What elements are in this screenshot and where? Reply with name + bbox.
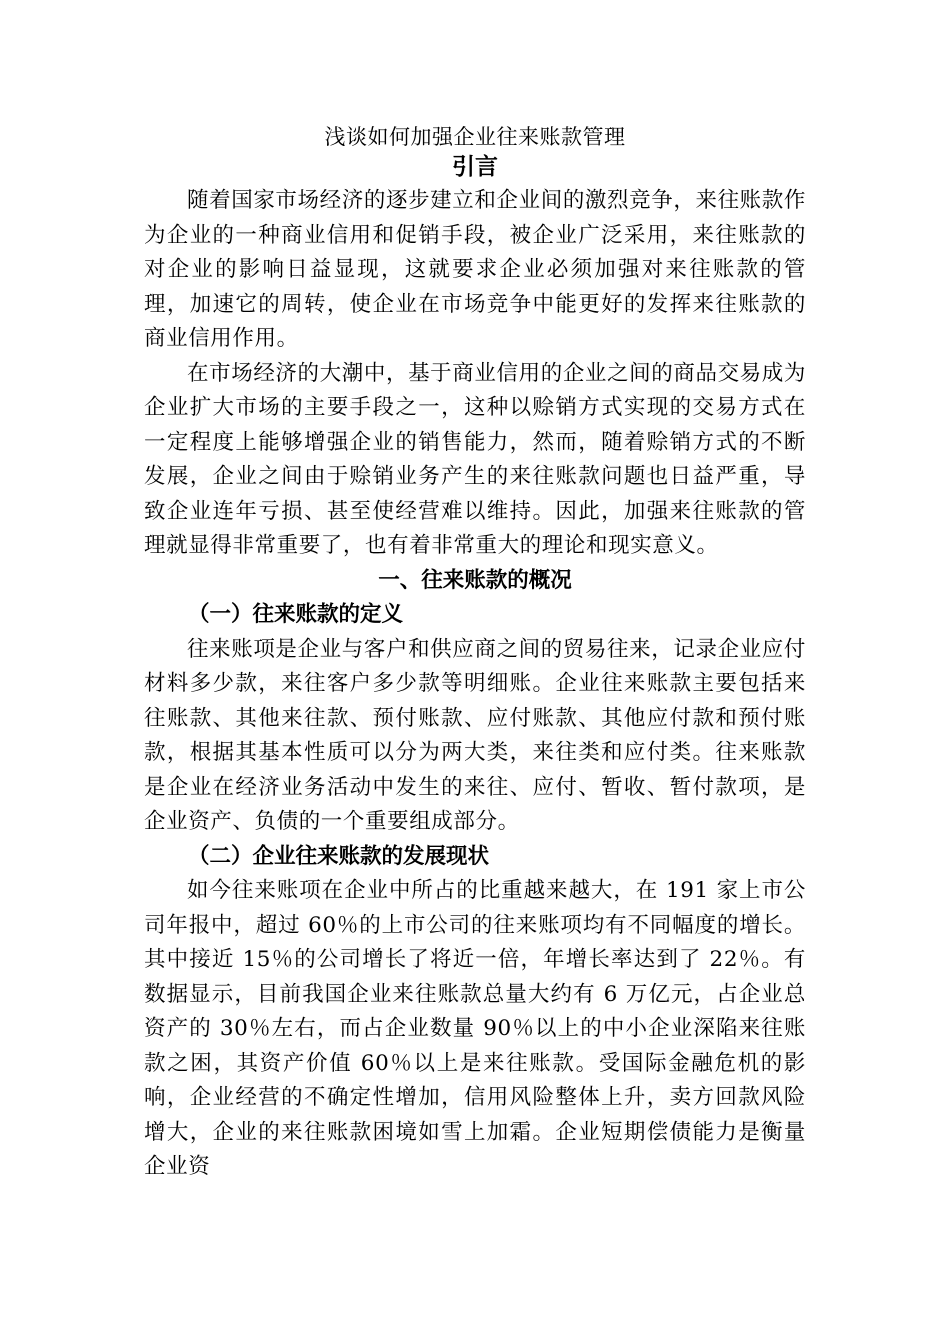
subsection-1-paragraph: 往来账项是企业与客户和供应商之间的贸易往来，记录企业应付材料多少款，来往客户多少款等明细账。企业往来账款主要包括来往账款、其他来往款、预付账款、应付账款、其他应付款和预付账款，根据其基本性质可以分为两大类，来往类和应付类。往来账款是企业在经济业务活动中发生的来往、应付、暂收、暂付款项，是企业资产、负债的一个重要组成部分。 — [144, 636, 806, 834]
document-title: 浅谈如何加强企业往来账款管理 — [324, 125, 626, 149]
intro-heading: 引言 — [452, 153, 498, 180]
intro-paragraph-1: 随着国家市场经济的逐步建立和企业间的激烈竞争，来往账款作为企业的一种商业信用和促销手段，被企业广泛采用，来往账款的对企业的影响日益显现，这就要求企业必须加强对来往账款的管理，加速它的周转，使企业在市场竞争中能更好的发挥来往账款的商业信用作用。 — [144, 188, 806, 351]
intro-paragraph-2: 在市场经济的大潮中，基于商业信用的企业之间的商品交易成为企业扩大市场的主要手段之一，这种以赊销方式实现的交易方式在一定程度上能够增强企业的销售能力，然而，随着赊销方式的不断发展，企业之间由于赊销业务产生的来往账款问题也日益严重，导致企业连年亏损、甚至使经营难以维持。因此，加强来往账款的管理就显得非常重要了，也有着非常重大的理论和现实意义。 — [144, 360, 806, 558]
subsection-2-paragraph: 如今往来账项在企业中所占的比重越来越大，在 191 家上市公司年报中，超过 60％的上市公司的往来账项均有不同幅度的增长。其中接近 15％的公司增长了将近一倍，年增长率达到了 22％。有数据显示，目前我国企业来往账款总量大约有 6 万亿元，占企业总资产的 30％左右，而占企业数量 90％以上的中小企业深陷来往账款之困，其资产价值 60％以上是来往账款。受国际金融危机的影响，企业经营的不确定性增加，信用风险整体上升，卖方回款风险增大，企业的来往账款困境如雪上加霜。企业短期偿债能力是衡量企业资 — [144, 878, 806, 1179]
section-1-heading: 一、往来账款的概况 — [378, 567, 572, 593]
document-page — [144, 122, 806, 1185]
subsection-1-heading: （一）往来账款的定义 — [188, 602, 404, 627]
subsection-2-heading: （二）企业往来账款的发展现状 — [188, 843, 490, 869]
